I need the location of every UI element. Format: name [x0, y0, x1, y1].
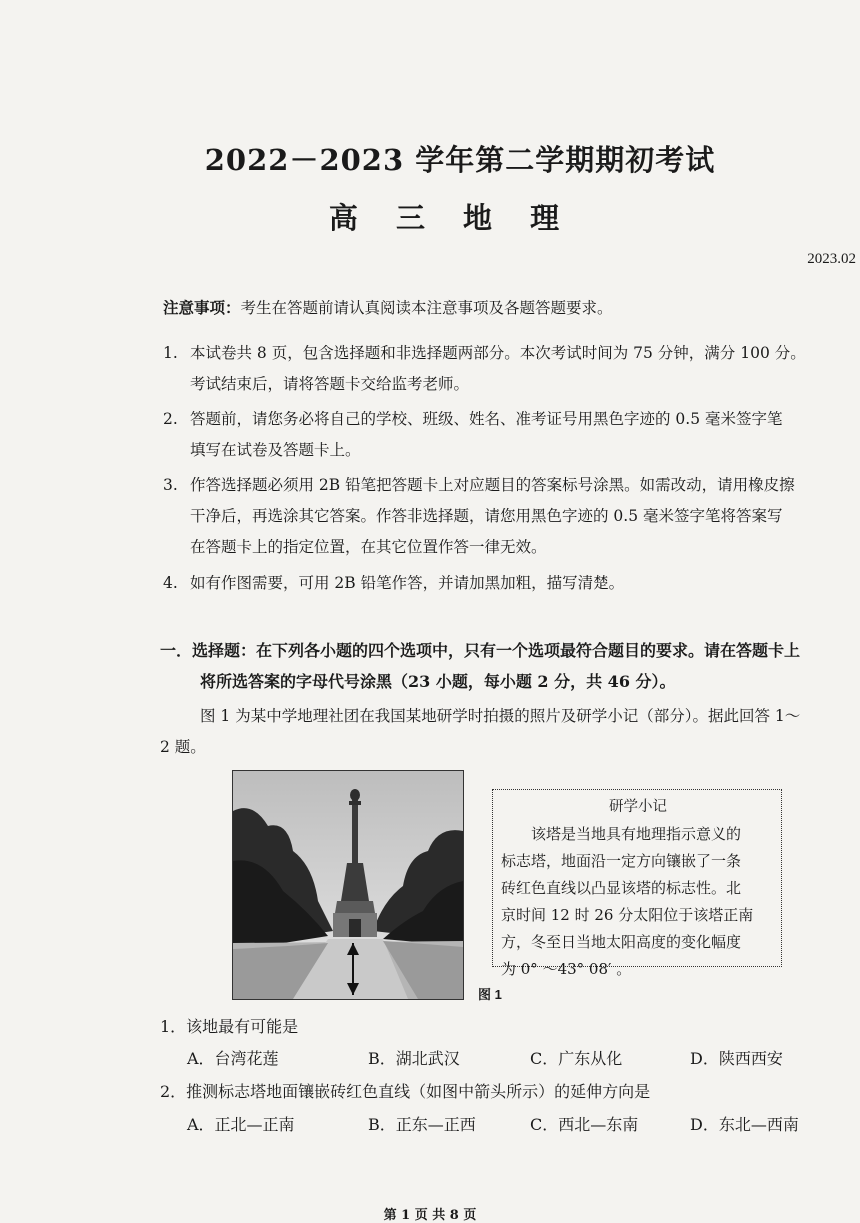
rule-2	[163, 404, 860, 466]
rule-4	[163, 568, 860, 599]
q1-option-d: D．陕西西安	[690, 1049, 783, 1068]
note-line: 标志塔，地面沿一定方向镶嵌了一条	[501, 852, 742, 870]
rule-number: 3.	[163, 476, 178, 494]
rule-line: 考试结束后，请将答题卡交给监考老师。	[190, 375, 470, 393]
rule-line: 在答题卡上的指定位置，在其它位置作答一律无效。	[190, 538, 547, 556]
note-line: 该塔是当地具有地理指示意义的	[531, 825, 742, 843]
note-line: 砖红色直线以凸显该塔的标志性。北	[501, 879, 742, 897]
intro-line: 2 题。	[160, 738, 206, 756]
section-heading	[160, 635, 860, 697]
rule-line: 如有作图需要，可用 2B 铅笔作答，并请加黑加粗，描写清楚。	[190, 574, 625, 592]
section-line: 将所选答案的字母代号涂黑（23 小题，每小题 2 分，共 46 分）。	[200, 672, 676, 691]
q1-option-b: B．湖北武汉	[368, 1049, 460, 1068]
rule-line: 干净后，再选涂其它答案。作答非选择题，请您用黑色字迹的 0.5 毫米签字笔将答案写	[190, 507, 783, 525]
question-2-stem: 2．推测标志塔地面镶嵌砖红色直线（如图中箭头所示）的延伸方向是	[160, 1082, 651, 1101]
intro-line: 图 1 为某中学地理社团在我国某地研学时拍摄的照片及研学小记（部分）。据此回答 1～	[200, 707, 801, 725]
note-line: 为 0° ～43° 08′ 。	[501, 960, 632, 978]
note-title: 研学小记	[609, 799, 667, 815]
q2-option-d: D．东北—西南	[690, 1115, 799, 1134]
rule-line: 本试卷共 8 页，包含选择题和非选择题两部分。本次考试时间为 75 分钟，满分 100 分。	[190, 344, 806, 362]
rule-line: 答题前，请您务必将自己的学校、班级、姓名、准考证号用黑色字迹的 0.5 毫米签字笔	[190, 410, 783, 428]
tower-photo-illustration	[233, 771, 463, 999]
question-intro	[160, 701, 860, 763]
page-footer: 第 1 页 共 8 页	[383, 1208, 477, 1223]
q2-option-a: A．正北—正南	[187, 1115, 295, 1134]
note-line: 方，冬至日当地太阳高度的变化幅度	[501, 933, 742, 951]
q1-option-c: C．广东从化	[530, 1049, 623, 1068]
notice-heading	[163, 296, 613, 318]
rule-1	[163, 338, 860, 400]
rule-number: 1.	[163, 344, 178, 362]
tower-photo	[232, 770, 464, 1000]
question-1-stem: 1．该地最有可能是	[160, 1017, 299, 1036]
note-line: 京时间 12 时 26 分太阳位于该塔正南	[501, 906, 754, 924]
figure-label: 图 1	[478, 987, 502, 1002]
q2-option-b: B．正东—正西	[368, 1115, 476, 1134]
q2-option-c: C．西北—东南	[530, 1115, 639, 1134]
study-note-box	[492, 789, 782, 978]
rule-line: 填写在试卷及答题卡上。	[190, 441, 361, 459]
q1-option-a: A．台湾花莲	[187, 1049, 279, 1068]
rule-number: 4.	[163, 574, 178, 592]
section-line: 一．选择题：在下列各小题的四个选项中，只有一个选项最符合题目的要求。请在答题卡上	[160, 641, 801, 660]
subject-title: 高 三 地 理	[328, 201, 574, 235]
notice-text: 考生在答题前请认真阅读本注意事项及各题答题要求。	[240, 299, 613, 317]
notice-label: 注意事项：	[163, 298, 241, 317]
rule-number: 2.	[163, 410, 178, 428]
rule-line: 作答选择题必须用 2B 铅笔把答题卡上对应题目的答案标号涂黑。如需改动，请用橡皮擦	[190, 476, 795, 494]
exam-date: 2023.02	[807, 251, 856, 267]
rule-3	[163, 470, 860, 563]
page-title: 2022－2023 学年第二学期期初考试	[204, 143, 716, 177]
